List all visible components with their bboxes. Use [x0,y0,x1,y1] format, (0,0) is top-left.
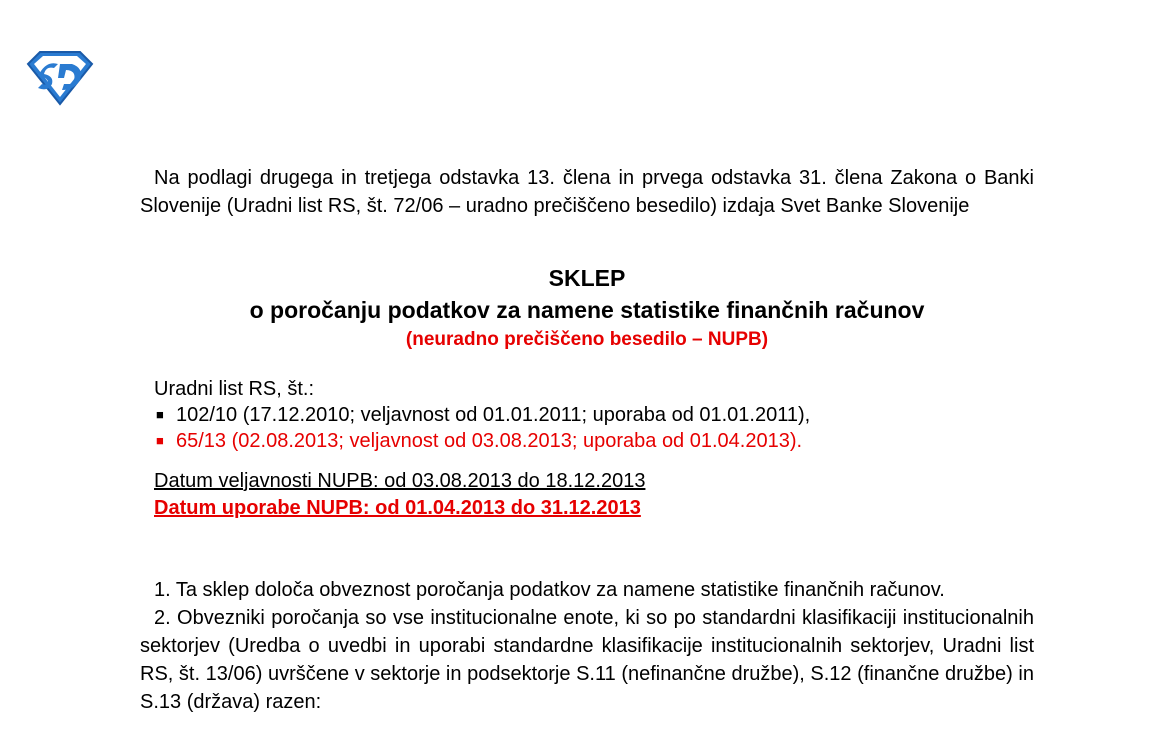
document-subtitle: o poročanju podatkov za namene statistike finančnih računov [249,297,925,323]
document-title: SKLEP [548,265,626,291]
gazette-item-text: 102/10 (17.12.2010; veljavnost od 01.01.2011; uporaba od 01.01.2011), [176,404,811,426]
gazette-references [154,376,1034,454]
section-paragraph: 1. Ta sklep določa obveznost poročanja podatkov za namene statistike finančnih računov. [154,579,945,601]
gazette-item [154,428,1034,454]
validity-date-line: Datum veljavnosti NUPB: od 03.08.2013 do 18.12.2013 [154,470,646,492]
preamble: Na podlagi drugega in tretjega odstavka 13. člena in prvega odstavka 31. člena Zakona o Banki Slovenije (Uradni list RS, št. 72/06 – uradno prečiščeno besedilo) izdaja Svet Banke Slovenije [140,167,1034,217]
sections [140,576,1034,716]
gazette-item-text: 65/13 (02.08.2013; veljavnost od 03.08.2013; uporaba od 01.04.2013). [176,430,803,452]
use-date-line: Datum uporabe NUPB: od 01.04.2013 do 31.12.2013 [154,497,641,519]
validity-dates [154,468,1034,522]
bullet-icon: ■ [156,433,164,448]
gazette-item [154,402,1034,428]
bank-logo-icon [24,50,96,106]
gazette-label: Uradni list RS, št.: [154,378,315,400]
section-paragraph: 2. Obvezniki poročanja so vse institucionalne enote, ki so po standardni klasifikaciji institucionalnih sektorjev (Uredba o uvedbi in uporabi standardne klasifikacije institucionalnih sektorjev, Uradni list RS, št. 13/06) uvrščene v sektorje in podsektorje S.11 (nefinančne družbe), S.12 (finančne družbe) in S.13 (država) razen: [140,607,1034,713]
document-body [140,164,1034,716]
title-block [140,262,1034,354]
unofficial-note: (neuradno prečiščeno besedilo – NUPB) [405,329,769,350]
gazette-list [154,402,1034,454]
bullet-icon: ■ [156,407,164,422]
